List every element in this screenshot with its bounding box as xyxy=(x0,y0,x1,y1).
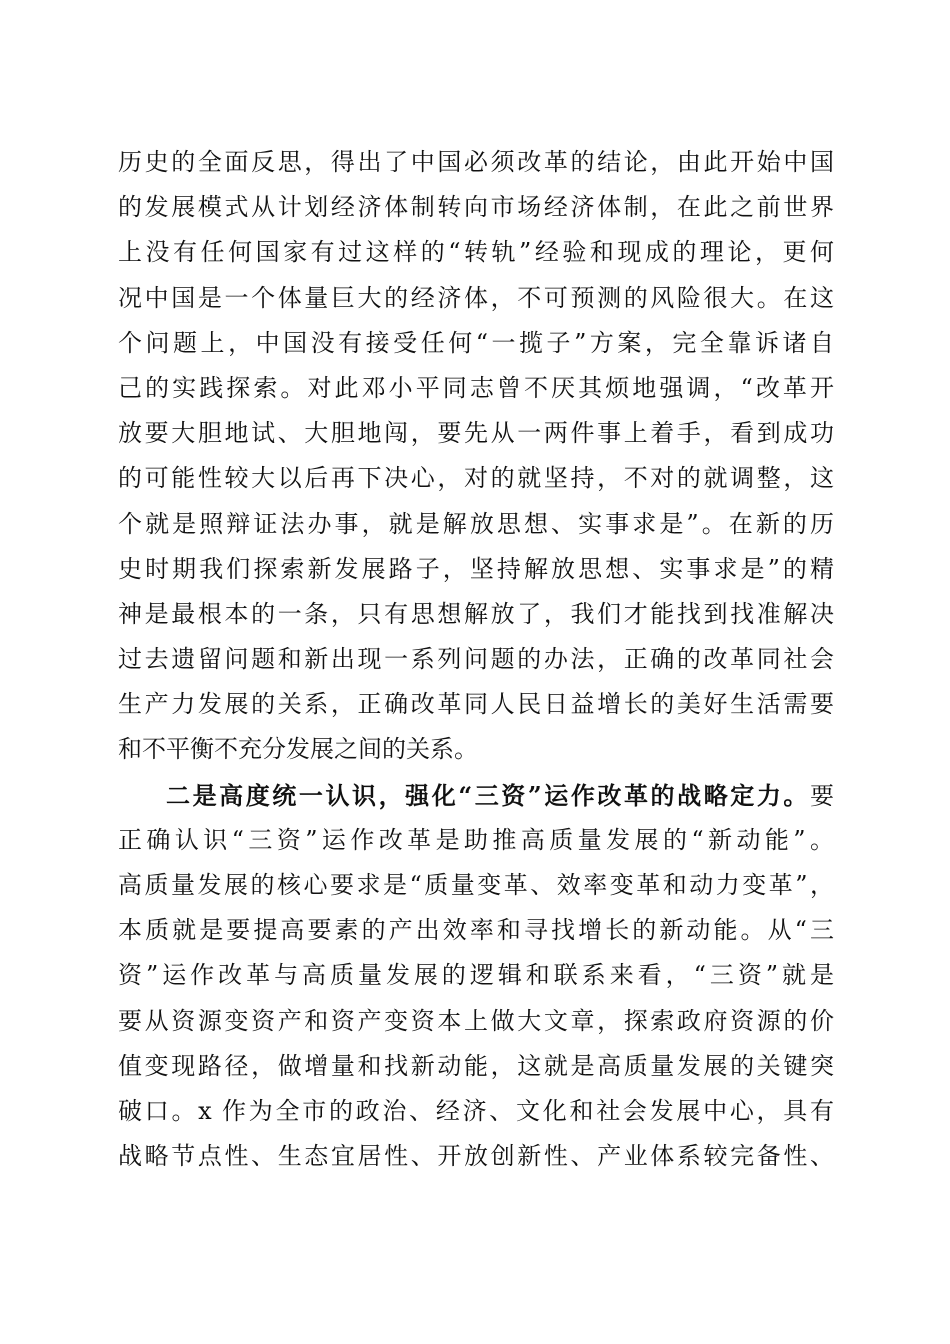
text-line: 的发展模式从计划经济体制转向市场经济体制，在此之前世界 xyxy=(118,193,834,222)
text-line: 上没有任何国家有过这样的“转轨”经验和现成的理论，更何 xyxy=(118,238,834,267)
text-line: 己的实践探索。对此邓小平同志曾不厌其烦地强调，“改革开 xyxy=(118,373,834,402)
paragraph-1 xyxy=(118,140,834,773)
text-line: 个问题上，中国没有接受任何“一揽子”方案，完全靠诉诸自 xyxy=(118,328,834,357)
section-heading: 二是高度统一认识，强化“三资”运作改革的战略定力。 xyxy=(166,780,810,810)
text-line: 要从资源变资产和资产变资本上做大文章，探索政府资源的价 xyxy=(118,1006,834,1035)
text-line: 况中国是一个体量巨大的经济体，不可预测的风险很大。在这 xyxy=(118,283,834,312)
text-line: 历史的全面反思，得出了中国必须改革的结论，由此开始中国 xyxy=(118,148,834,176)
text-line: 值变现路径，做增量和找新动能，这就是高质量发展的关键突 xyxy=(118,1051,834,1080)
text-line: 战略节点性、生态宜居性、开放创新性、产业体系较完备性、 xyxy=(118,1142,834,1171)
text-line: 个就是照辩证法办事，就是解放思想、实事求是”。在新的历 xyxy=(118,509,834,538)
text-line: 本质就是要提高要素的产出效率和寻找增长的新动能。从“三 xyxy=(118,916,834,945)
text-line: 正确认识“三资”运作改革是助推高质量发展的“新动能”。 xyxy=(118,825,834,854)
text-line: 过去遗留问题和新出现一系列问题的办法，正确的改革同社会 xyxy=(118,645,834,674)
text-line: 破口。x 作为全市的政治、经济、文化和社会发展中心，具有 xyxy=(118,1096,834,1125)
text-line: 资”运作改革与高质量发展的逻辑和联系来看，“三资”就是 xyxy=(118,961,834,990)
text-span: 要 xyxy=(810,781,834,810)
text-line: 生产力发展的关系，正确改革同人民日益增长的美好生活需要 xyxy=(118,690,834,719)
text-line: 史时期我们探索新发展路子，坚持解放思想、实事求是”的精 xyxy=(118,554,834,583)
paragraph-2 xyxy=(118,773,834,1180)
text-line: 神是最根本的一条，只有思想解放了，我们才能找到找准解决 xyxy=(118,599,834,628)
text-line: 放要大胆地试、大胆地闯，要先从一两件事上着手，看到成功 xyxy=(118,419,834,448)
paragraph-2-first-line xyxy=(118,773,834,818)
text-line: 高质量发展的核心要求是“质量变革、效率变革和动力变革”， xyxy=(118,871,834,899)
text-line: 的可能性较大以后再下决心，对的就坚持，不对的就调整，这 xyxy=(118,464,834,493)
text-line: 和不平衡不充分发展之间的关系。 xyxy=(118,735,478,764)
body-text xyxy=(118,140,834,1179)
